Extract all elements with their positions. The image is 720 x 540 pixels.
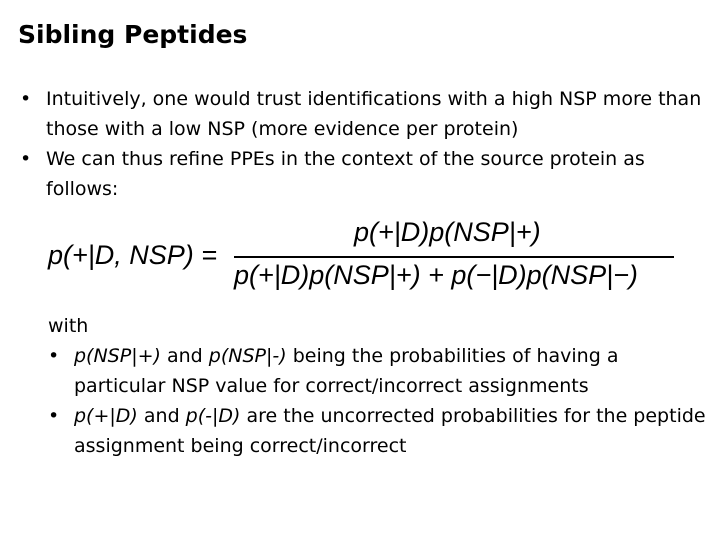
and-text: and	[137, 405, 186, 427]
term-p-nsp-plus: p(NSP|+)	[74, 345, 161, 367]
slide-title: Sibling Peptides	[18, 20, 248, 49]
bullet-text: Intuitively, one would trust identifications with a high NSP more than those with a low NSP (more evidence per protein)	[46, 88, 702, 140]
formula-denominator: p(+|D)p(NSP|+) + p(−|D)p(NSP|−)	[234, 260, 638, 290]
bullet-dot: •	[48, 405, 60, 427]
formula-lhs: p(+|D, NSP) =	[48, 240, 218, 270]
bullet-dot: •	[20, 88, 32, 110]
bullet-text: We can thus refine PPEs in the context of the source protein as follows:	[46, 148, 645, 200]
sub-bullet-text: being the probabilities of having a particular NSP value for correct/incorrect assignments	[74, 345, 619, 397]
term-p-minus-d: p(-|D)	[185, 405, 241, 427]
sub-bullet-text: are the uncorrected probabilities for the peptide assignment being correct/incorrect	[74, 405, 706, 457]
bullet-dot: •	[20, 148, 32, 170]
and-text: and	[160, 345, 209, 367]
term-p-nsp-minus: p(NSP|-)	[208, 345, 287, 367]
with-label: with	[48, 315, 89, 337]
formula-numerator: p(+|D)p(NSP|+)	[354, 217, 541, 247]
bullet-item	[18, 144, 708, 204]
probability-formula	[46, 212, 686, 302]
sub-bullet-item	[46, 401, 706, 461]
bullet-list	[18, 84, 708, 204]
term-p-plus-d: p(+|D)	[74, 405, 138, 427]
sub-bullet-item	[46, 341, 706, 401]
bullet-dot: •	[48, 345, 60, 367]
bullet-item	[18, 84, 708, 144]
explanation-block	[46, 311, 706, 461]
